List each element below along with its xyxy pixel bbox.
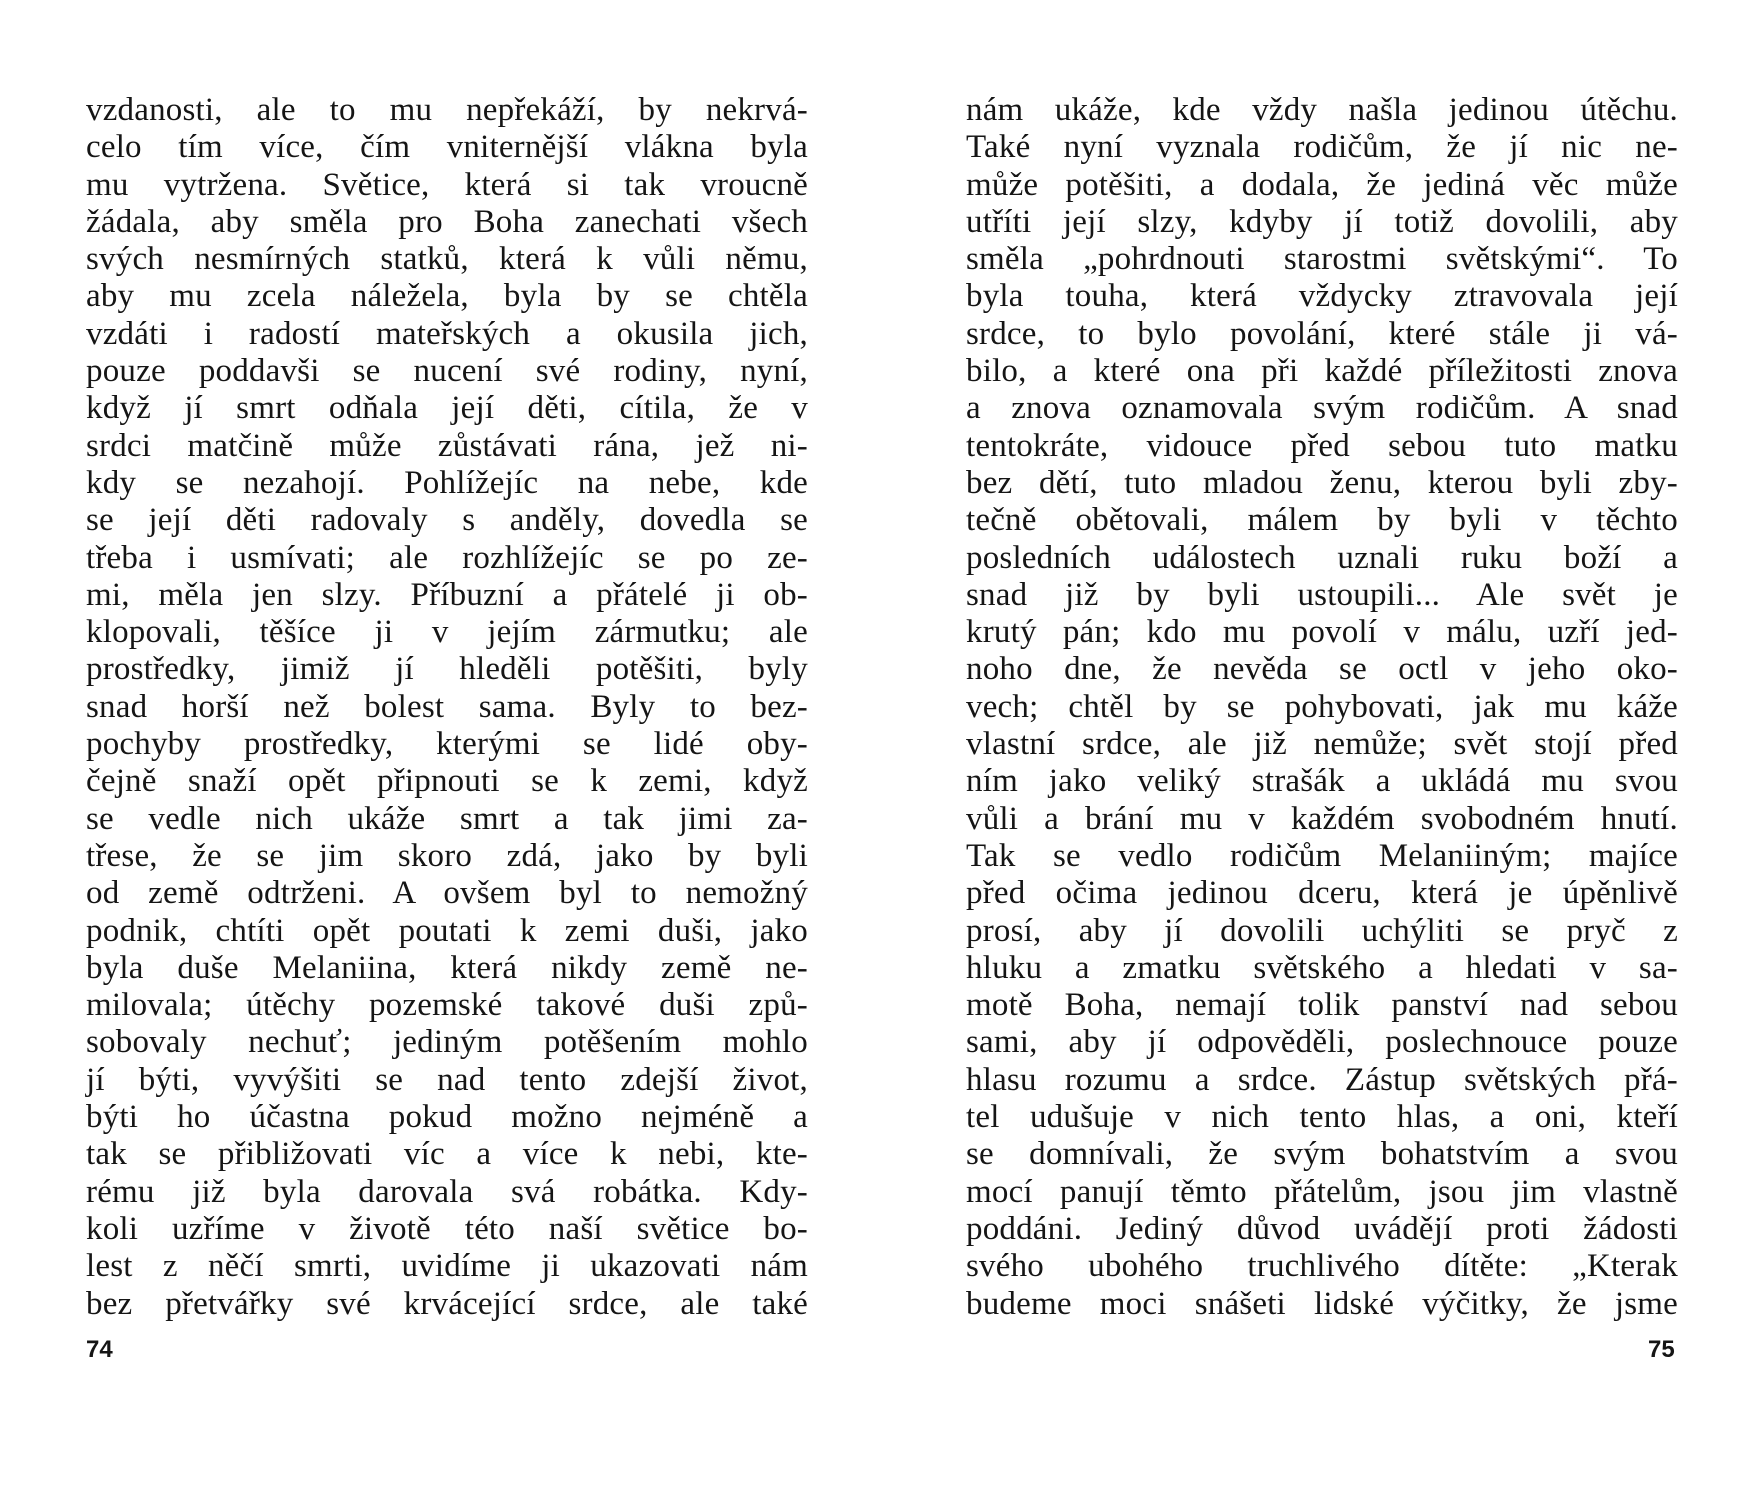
- text-line: celo tím více, čím vniternější vlákna byla: [86, 129, 808, 166]
- text-line: hluku a zmatku světského a hledati v sa-: [966, 949, 1678, 986]
- text-line: vech; chtěl by se pohybovati, jak mu káže: [966, 688, 1678, 725]
- text-line: třeba i usmívati; ale rozhlížejíc se po ze-: [86, 539, 808, 576]
- text-line: mu vytržena. Světice, která si tak vroucně: [86, 166, 808, 203]
- text-line: srdce, to bylo povolání, které stále ji vá-: [966, 315, 1678, 352]
- text-line: sobovaly nechuť; jediným potěšením mohlo: [86, 1024, 808, 1061]
- text-line: noho dne, že nevěda se octl v jeho oko-: [966, 651, 1678, 688]
- text-line: budeme moci snášeti lidské výčitky, že jsme: [966, 1285, 1678, 1322]
- text-line: lest z něčí smrti, uvidíme ji ukazovati nám: [86, 1248, 808, 1285]
- text-line: snad horší než bolest sama. Byly to bez-: [86, 688, 808, 725]
- text-line: jí býti, vyvýšiti se nad tento zdejší život,: [86, 1061, 808, 1098]
- text-line: rému již byla darovala svá robátka. Kdy-: [86, 1173, 808, 1210]
- text-line: vůli a brání mu v každém svobodném hnutí.: [966, 800, 1678, 837]
- text-line: když jí smrt odňala její děti, cítila, že v: [86, 390, 808, 427]
- text-line: pochyby prostředky, kterými se lidé oby-: [86, 726, 808, 763]
- text-line: bez dětí, tuto mladou ženu, kterou byli zby-: [966, 464, 1678, 501]
- text-line: byla duše Melaniina, která nikdy země ne-: [86, 949, 808, 986]
- text-line: směla „pohrdnouti starostmi světskými“. To: [966, 241, 1678, 278]
- text-line: vzdanosti, ale to mu nepřekáží, by nekrvá-: [86, 92, 808, 128]
- text-line: Tak se vedlo rodičům Melaniiným; majíce: [966, 837, 1678, 874]
- text-line: vlastní srdce, ale již nemůže; svět stojí před: [966, 726, 1678, 763]
- text-line: utříti její slzy, kdyby jí totiž dovolili, aby: [966, 203, 1678, 240]
- text-line: žádala, aby směla pro Boha zanechati všech: [86, 203, 808, 240]
- text-line: sami, aby jí odpověděli, poslechnouce pouze: [966, 1024, 1678, 1061]
- text-line: nám ukáže, kde vždy našla jedinou útěchu.: [966, 92, 1678, 128]
- text-line: prosí, aby jí dovolili uchýliti se pryč z: [966, 912, 1678, 949]
- text-line: prostředky, jimiž jí hleděli potěšiti, byly: [86, 651, 808, 688]
- text-line: třese, že se jim skoro zdá, jako by byli: [86, 837, 808, 874]
- text-line: srdci matčině může zůstávati rána, jež ni-: [86, 427, 808, 464]
- text-line: se domnívali, že svým bohatstvím a svou: [966, 1136, 1678, 1173]
- text-line: od země odtrženi. A ovšem byl to nemožný: [86, 875, 808, 912]
- text-line: milovala; útěchy pozemské takové duši způ-: [86, 987, 808, 1024]
- text-line: mi, měla jen slzy. Příbuzní a přátelé ji ob-: [86, 576, 808, 613]
- text-line: býti ho účastna pokud možno nejméně a: [86, 1099, 808, 1136]
- text-line: bilo, a které ona při každé příležitosti znova: [966, 353, 1678, 390]
- text-line: byla touha, která vždycky ztravovala její: [966, 278, 1678, 315]
- page-number-right: 75: [1648, 1336, 1675, 1363]
- text-line: poddáni. Jediný důvod uvádějí proti žádosti: [966, 1210, 1678, 1247]
- text-line: kdy se nezahojí. Pohlížejíc na nebe, kde: [86, 464, 808, 501]
- text-line: snad již by byli ustoupili... Ale svět je: [966, 576, 1678, 613]
- text-line: krutý pán; kdo mu povolí v málu, uzří jed-: [966, 614, 1678, 651]
- text-line: Také nyní vyznala rodičům, že jí nic ne-: [966, 129, 1678, 166]
- text-line: tentokráte, vidouce před sebou tuto matku: [966, 427, 1678, 464]
- text-line: mocí panují těmto přátelům, jsou jim vlastně: [966, 1173, 1678, 1210]
- text-line: motě Boha, nemají tolik panství nad sebou: [966, 987, 1678, 1024]
- text-line: tečně obětovali, málem by byli v těchto: [966, 502, 1678, 539]
- page-number-left: 74: [86, 1336, 113, 1363]
- text-line: a znova oznamovala svým rodičům. A snad: [966, 390, 1678, 427]
- text-line: svého ubohého truchlivého dítěte: „Kterak: [966, 1248, 1678, 1285]
- text-line: čejně snaží opět připnouti se k zemi, když: [86, 763, 808, 800]
- text-line: před očima jedinou dceru, která je úpěnlivě: [966, 875, 1678, 912]
- text-line: hlasu rozumu a srdce. Zástup světských přá-: [966, 1061, 1678, 1098]
- text-line: se její děti radovaly s anděly, dovedla se: [86, 502, 808, 539]
- text-line: ním jako veliký strašák a ukládá mu svou: [966, 763, 1678, 800]
- left-page-text: [86, 92, 808, 1323]
- text-line: posledních událostech uznali ruku boží a: [966, 539, 1678, 576]
- text-line: klopovali, těšíce ji v jejím zármutku; ale: [86, 614, 808, 651]
- text-line: se vedle nich ukáže smrt a tak jimi za-: [86, 800, 808, 837]
- text-line: může potěšiti, a dodala, že jediná věc může: [966, 166, 1678, 203]
- text-line: tak se přibližovati víc a více k nebi, kte-: [86, 1136, 808, 1173]
- text-line: pouze poddavši se nucení své rodiny, nyní,: [86, 353, 808, 390]
- text-line: svých nesmírných statků, která k vůli němu,: [86, 241, 808, 278]
- text-line: tel udušuje v nich tento hlas, a oni, kteří: [966, 1099, 1678, 1136]
- text-line: podnik, chtíti opět poutati k zemi duši, jako: [86, 912, 808, 949]
- text-line: bez přetvářky své krvácející srdce, ale také: [86, 1285, 808, 1322]
- text-line: vzdáti i radostí mateřských a okusila jich,: [86, 315, 808, 352]
- right-page-text: [966, 92, 1678, 1323]
- text-line: koli uzříme v životě této naší světice bo-: [86, 1210, 808, 1247]
- text-line: aby mu zcela náležela, byla by se chtěla: [86, 278, 808, 315]
